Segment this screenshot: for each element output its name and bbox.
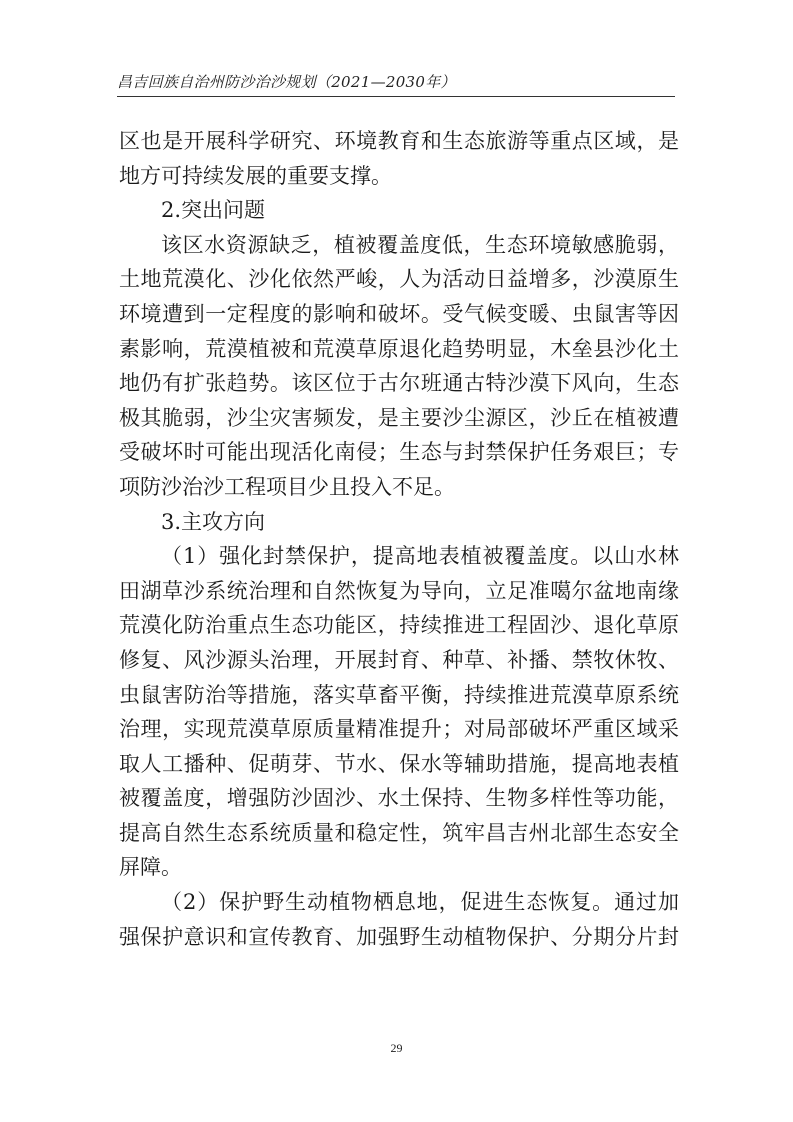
paragraph-line: 田湖草沙系统治理和自然恢复为导向，立足准噶尔盆地南缘 <box>119 578 680 603</box>
paragraph-line: 素影响，荒漠植被和荒漠草原退化趋势明显，木垒县沙化土 <box>119 336 680 361</box>
paragraph-line: （1）强化封禁保护，提高地表植被覆盖度。以山水林 <box>161 544 680 569</box>
paragraph-line: 修复、风沙源头治理，开展封育、种草、补播、禁牧休牧、 <box>119 647 680 672</box>
paragraph-line: 虫鼠害防治等措施，落实草畜平衡，持续推进荒漠草原系统 <box>119 682 680 707</box>
paragraph-line: 荒漠化防治重点生态功能区，持续推进工程固沙、退化草原 <box>119 613 680 638</box>
paragraph-line: 地仍有扩张趋势。该区位于古尔班通古特沙漠下风向，生态 <box>119 371 680 396</box>
paragraph-line: 治理，实现荒漠草原质量精准提升；对局部破坏严重区域采 <box>119 717 680 742</box>
paragraph-line: 区也是开展科学研究、环境教育和生态旅游等重点区域，是 <box>119 129 680 153</box>
section-heading: 2.突出问题 <box>161 198 266 223</box>
paragraph-line: 屏障。 <box>119 855 182 880</box>
section-heading: 3.主攻方向 <box>161 509 266 534</box>
paragraph-line: 环境遭到一定程度的影响和破坏。受气候变暖、虫鼠害等因 <box>119 301 680 326</box>
running-header: 昌吉回族自治州防沙治沙规划（2021—2030年） <box>117 73 456 91</box>
paragraph-line: 该区水资源缺乏，植被覆盖度低，生态环境敏感脆弱， <box>161 232 680 257</box>
paragraph-line: 强保护意识和宣传教育、加强野生动植物保护、分期分片封 <box>119 924 680 949</box>
paragraph-line: 项防沙治沙工程项目少且投入不足。 <box>119 474 455 499</box>
paragraph-line: 取人工播种、促萌芽、节水、保水等辅助措施，提高地表植 <box>119 751 680 776</box>
paragraph-line: （2）保护野生动植物栖息地，促进生态恢复。通过加 <box>161 890 680 915</box>
paragraph-line: 极其脆弱，沙尘灾害频发，是主要沙尘源区，沙丘在植被遭 <box>119 405 680 430</box>
body-text <box>119 124 679 954</box>
paragraph-line: 提高自然生态系统质量和稳定性，筑牢昌吉州北部生态安全 <box>119 820 680 845</box>
paragraph-line: 土地荒漠化、沙化依然严峻，人为活动日益增多，沙漠原生 <box>119 267 680 292</box>
paragraph-line: 受破坏时可能出现活化南侵；生态与封禁保护任务艰巨；专 <box>119 440 680 465</box>
paragraph-line: 被覆盖度，增强防沙固沙、水土保持、生物多样性等功能， <box>119 786 680 811</box>
page-number: 29 <box>390 1041 403 1055</box>
header-rule <box>117 96 675 97</box>
paragraph-line: 地方可持续发展的重要支撑。 <box>119 163 392 188</box>
